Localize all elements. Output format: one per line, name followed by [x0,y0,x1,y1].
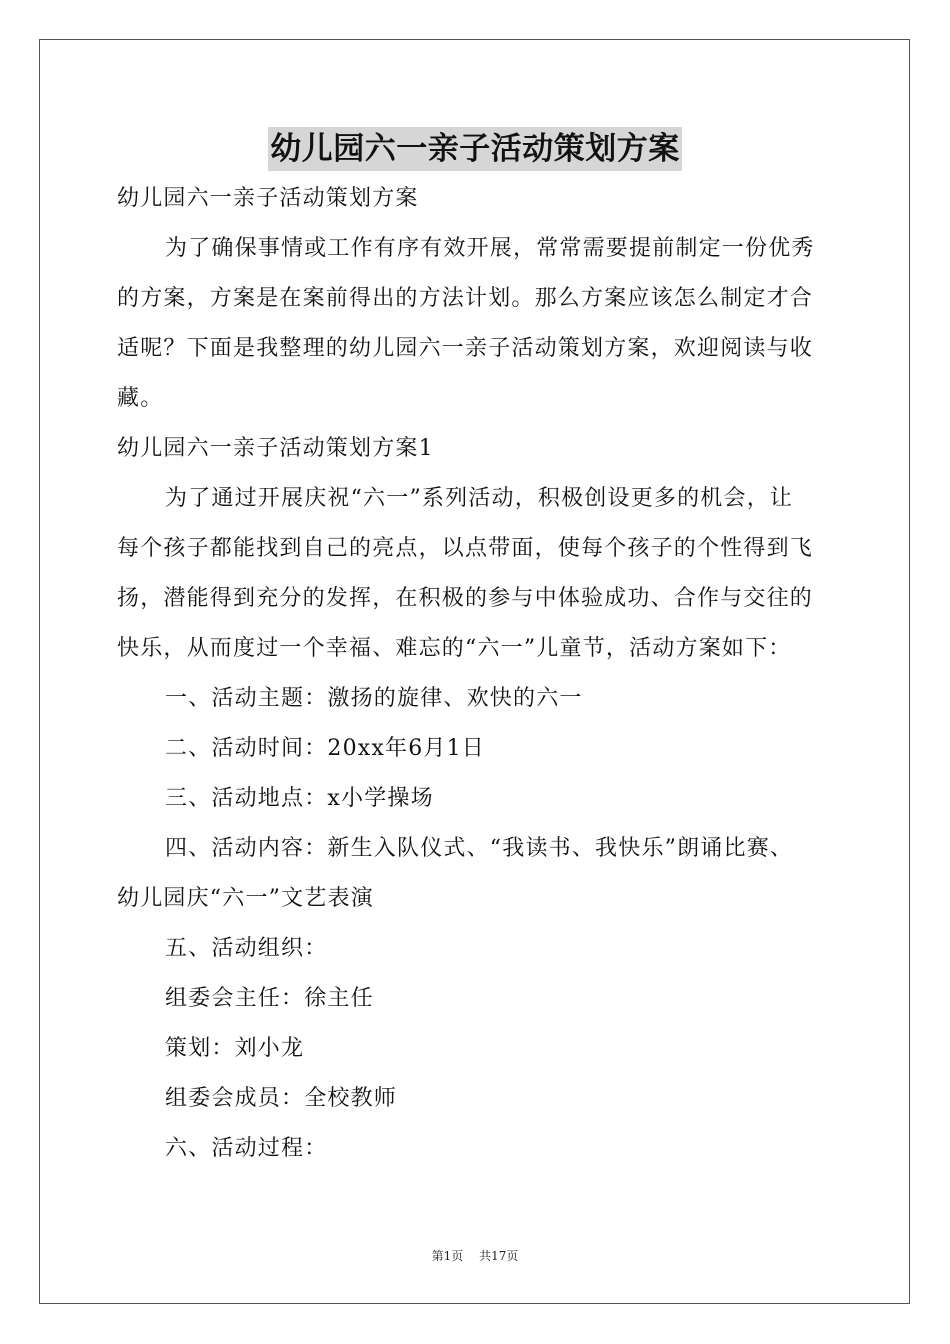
list-item: 组委会成员：全校教师 [165,1086,398,1111]
title-container [0,127,950,171]
list-item: 五、活动组织： [165,936,328,961]
paragraph-line: 为了通过开展庆祝“六一”系列活动，积极创设更多的机会，让 [165,486,794,511]
list-item: 组委会主任：徐主任 [165,986,374,1011]
list-item: 二、活动时间：20xx年6月1日 [165,736,486,761]
paragraph-line: 每个孩子都能找到自己的亮点，以点带面，使每个孩子的个性得到飞 [117,536,814,561]
paragraph-line: 适呢？下面是我整理的幼儿园六一亲子活动策划方案，欢迎阅读与收 [117,336,814,361]
list-item: 策划：刘小龙 [165,1036,305,1061]
page-footer [0,1248,950,1264]
page-number: 第1页 [431,1249,464,1263]
paragraph-line: 藏。 [117,386,164,411]
paragraph-line: 扬，潜能得到充分的发挥，在积极的参与中体验成功、合作与交往的 [117,586,814,611]
paragraph-line: 为了确保事情或工作有序有效开展，常常需要提前制定一份优秀 [165,236,815,261]
list-item: 六、活动过程： [165,1136,328,1161]
document-title: 幼儿园六一亲子活动策划方案 [268,127,682,171]
page-border [39,39,910,1304]
subtitle-line: 幼儿园六一亲子活动策划方案 [117,186,419,211]
paragraph-line: 快乐，从而度过一个幸福、难忘的“六一”儿童节，活动方案如下： [117,636,792,661]
paragraph-line: 的方案，方案是在案前得出的方法计划。那么方案应该怎么制定才合 [117,286,814,311]
section-heading: 幼儿园六一亲子活动策划方案1 [117,436,434,461]
list-item: 一、活动主题：激扬的旋律、欢快的六一 [165,686,583,711]
list-item-continuation: 幼儿园庆“六一”文艺表演 [117,886,374,911]
list-item: 三、活动地点：x小学操场 [165,786,434,811]
list-item: 四、活动内容：新生入队仪式、“我读书、我快乐”朗诵比赛、 [165,836,794,861]
page-total: 共17页 [479,1249,519,1263]
